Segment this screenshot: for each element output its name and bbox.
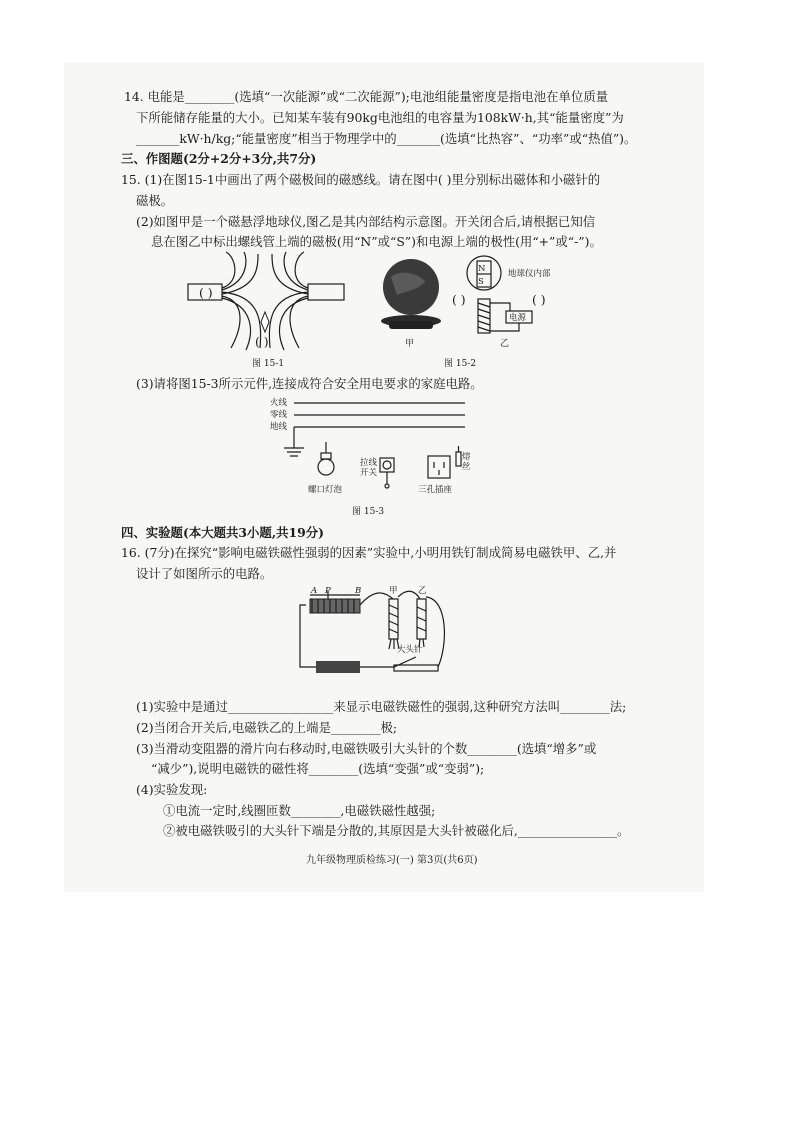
q16-sub2: (2)当闭合开关后,电磁铁乙的上端是________极; (136, 720, 398, 735)
q15-part3: (3)请将图15-3所示元件,连接成符合安全用电要求的家庭电路。 (136, 376, 483, 391)
fig2-magnet-n: N (478, 264, 486, 274)
q15-part2-line2: 息在图乙中标出螺线管上端的磁极(用“N”或“S”)和电源上端的极性(用“+”或“-”)。 (151, 234, 602, 249)
q15-part2-line1: (2)如图甲是一个磁悬浮地球仪,图乙是其内部结构示意图。开关闭合后,请根据已知信 (136, 214, 596, 229)
fig3-live-wire-label: 火线 (270, 398, 288, 408)
fig1-caption: 图 15-1 (252, 359, 285, 369)
fig2-inside-label: 地球仪内部 (508, 269, 551, 279)
section3-heading: 三、作图题(2分+2分+3分,共7分) (121, 151, 317, 166)
section4-heading: 四、实验题(本大题共3小题,共19分) (121, 525, 324, 540)
fig3-pull-switch-label: 拉线 开关 (360, 458, 378, 478)
q16-sub4-item2: ②被电磁铁吸引的大头针下端是分散的,其原因是大头针被磁化后,________________。 (163, 823, 630, 838)
q16-sub3-line2: “减少”),说明电磁铁的磁性将________(选填“变强”或“变弱”); (151, 761, 485, 776)
q14-line2: 下所能储存能量的大小。已知某车装有90kg电池组的电容量为108kW·h,其“能量密度”为 (136, 110, 624, 125)
fig3-fuse-label: 熔 丝 (462, 452, 471, 472)
fig1-paren-needle: ( ) (255, 334, 269, 349)
fig2-paren-power: ( ) (532, 292, 546, 307)
fig2-power-label: 电源 (509, 313, 527, 323)
fig2-caption: 图 15-2 (444, 359, 477, 369)
q16-sub3-line1: (3)当滑动变阻器的滑片向右移动时,电磁铁吸引大头针的个数________(选填“增多”或 (136, 741, 597, 756)
q16-label-pins: 大头针 (397, 645, 423, 655)
q16-line1: 16. (7分)在探究“影响电磁铁磁性强弱的因素”实验中,小明用铁钉制成简易电磁铁甲、乙,并 (121, 545, 617, 560)
fig2-yi-label: 乙 (500, 339, 510, 349)
fig1-paren-magnet: ( ) (199, 285, 213, 300)
q16-sub4-item1: ①电流一定时,线圈匝数________,电磁铁磁性越强; (163, 803, 436, 818)
q16-sub4: (4)实验发现: (136, 782, 208, 797)
q15-part1-line1: 15. (1)在图15-1中画出了两个磁极间的磁感线。请在图中( )里分别标出磁体和小磁针的 (121, 172, 601, 187)
q16-label-b: B (355, 586, 362, 596)
q15-part1-line2: 磁极。 (136, 193, 174, 208)
fig2-magnet-s: S (478, 277, 484, 287)
fig3-socket-label: 三孔插座 (418, 485, 453, 495)
fig3-neutral-wire-label: 零线 (270, 410, 288, 420)
q14-line1: 14. 电能是________(选填“一次能源”或“二次能源”);电池组能量密度是指电池在单位质量 (124, 89, 609, 104)
fig3-caption: 图 15-3 (352, 507, 385, 517)
q16-label-p: P (325, 586, 331, 596)
q16-line2: 设计了如图所示的电路。 (136, 566, 273, 581)
figure-15-2-globe-photo (377, 255, 447, 335)
q16-label-a: A (311, 586, 318, 596)
q16-experiment-circuit (298, 585, 458, 683)
page-footer: 九年级物理质检练习(一) 第3页(共6页) (306, 855, 478, 866)
fig2-paren-coil: ( ) (452, 292, 466, 307)
fig2-jia-label: 甲 (405, 339, 415, 349)
q16-label-yi: 乙 (418, 586, 427, 596)
q14-line3: _______kW·h/kg;“能量密度”相当于物理学中的_______(选填“比热容”、“功率”或“热值”)。 (136, 131, 637, 146)
fig3-ground-wire-label: 地线 (270, 422, 288, 432)
fig3-lamp-label: 螺口灯泡 (308, 485, 343, 495)
q16-sub1: (1)实验中是通过_________________来显示电磁铁磁性的强弱,这种研究方法叫________法; (136, 699, 627, 714)
q16-label-jia: 甲 (389, 586, 398, 596)
